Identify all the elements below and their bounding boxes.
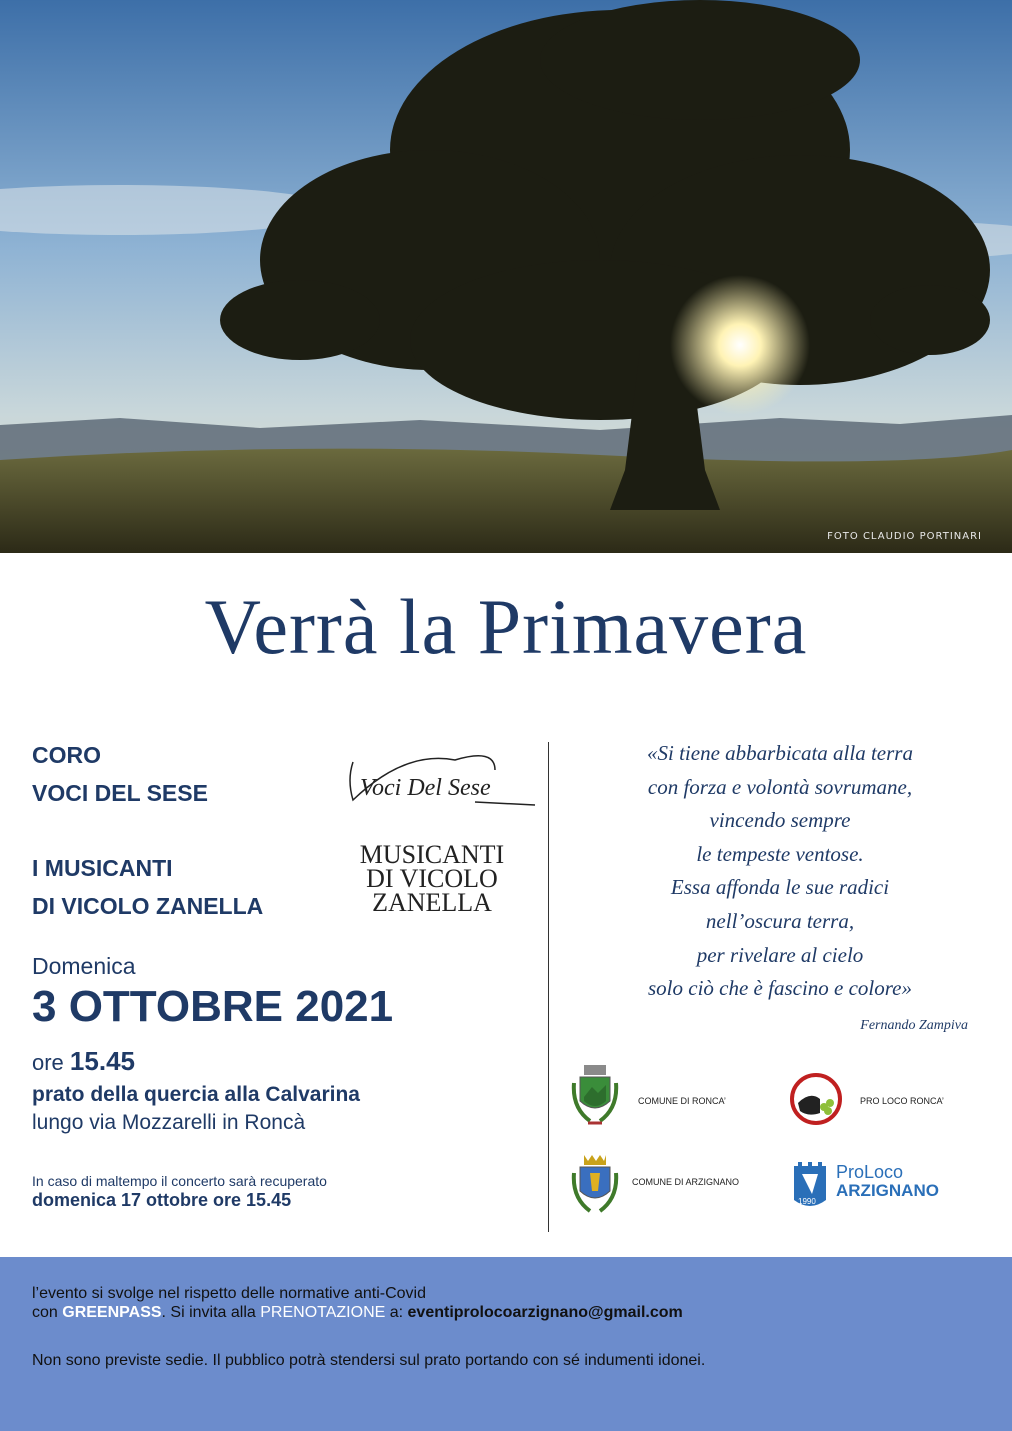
oak-tree-sunset-image: [0, 0, 1012, 553]
quote-line: nell’oscura terra,: [705, 908, 855, 933]
musicanti-logo-line2: DI VICOLO: [366, 864, 498, 893]
event-title: Verrà la Primavera: [204, 583, 808, 670]
footer-covid-line: l’evento si svolge nel rispetto delle normative anti-Covid: [32, 1285, 426, 1302]
event-date: 3 OTTOBRE 2021: [32, 982, 394, 1031]
footer-text: con: [32, 1304, 63, 1321]
hero-photo: [0, 0, 1012, 553]
proloco-arzignano-logo: [790, 1160, 955, 1217]
time-value: 15.45: [69, 1046, 135, 1076]
quote-line: con forza e volontà sovrumane,: [647, 774, 913, 799]
proloco-arzignano-year: 1990: [798, 1197, 816, 1206]
quote-line: «Si tiene abbarbicata alla terra: [647, 741, 913, 765]
greenpass-text: GREENPASS: [62, 1304, 162, 1321]
rain-date: domenica 17 ottobre ore 15.45: [32, 1190, 292, 1210]
arzignano-crest-icon: [570, 1153, 620, 1228]
event-day: Domenica: [32, 953, 136, 979]
musicanti-logo: [352, 840, 512, 923]
quote-line: per rivelare al cielo: [696, 942, 864, 967]
musicanti-name: DI VICOLO ZANELLA: [32, 893, 264, 919]
footer-seating-line: Non sono previste sedie. Il pubblico potrà stendersi sul prato portando con sé indumenti idonei.: [32, 1352, 706, 1369]
comune-ronca-label: COMUNE DI RONCA’: [638, 1096, 726, 1106]
ore-label: ore: [32, 1050, 64, 1075]
quote-author: Fernando Zampiva: [860, 1018, 968, 1033]
voci-logo-text: Voci Del Sese: [360, 775, 491, 801]
proloco-ronca-icon: [790, 1073, 842, 1130]
footer-booking-line: [32, 1304, 683, 1322]
photo-credit: FOTO CLAUDIO PORTINARI: [827, 531, 982, 542]
proloco-arzignano-text2: ARZIGNANO: [836, 1181, 939, 1200]
quote-line: Essa affonda le sue radici: [670, 875, 890, 900]
booking-email[interactable]: eventiprolocoarzignano@gmail.com: [407, 1304, 683, 1321]
quote: [580, 737, 980, 1006]
comune-arzignano-label: COMUNE DI ARZIGNANO: [632, 1177, 740, 1187]
event-place: prato della quercia alla Calvarina: [32, 1083, 360, 1106]
quote-line: solo ciò che è fascino e colore»: [648, 976, 912, 1001]
ronca-crest-icon: [570, 1063, 620, 1138]
musicanti-logo-line3: ZANELLA: [372, 888, 492, 917]
proloco-ronca-label: PRO LOCO RONCA’: [860, 1096, 944, 1106]
footer-band: [0, 1257, 1012, 1431]
coro-label: CORO: [32, 742, 101, 768]
rain-note: In caso di maltempo il concerto sarà recuperato: [32, 1173, 327, 1189]
footer-text: . Si invita alla: [161, 1304, 261, 1321]
proloco-arzignano-text1: ProLoco: [836, 1162, 904, 1182]
event-time: [32, 1046, 135, 1077]
column-divider: [548, 742, 549, 1232]
quote-line: le tempeste ventose.: [696, 841, 864, 866]
musicanti-label: I MUSICANTI: [32, 855, 173, 881]
musicanti-logo-line1: MUSICANTI: [359, 840, 505, 869]
footer-text: a:: [385, 1304, 408, 1321]
event-street: lungo via Mozzarelli in Roncà: [32, 1111, 306, 1134]
prenotazione-text: PRENOTAZIONE: [260, 1304, 386, 1321]
voci-del-sese-logo: [345, 750, 540, 815]
coro-name: VOCI DEL SESE: [32, 780, 208, 806]
quote-line: vincendo sempre: [709, 808, 851, 833]
